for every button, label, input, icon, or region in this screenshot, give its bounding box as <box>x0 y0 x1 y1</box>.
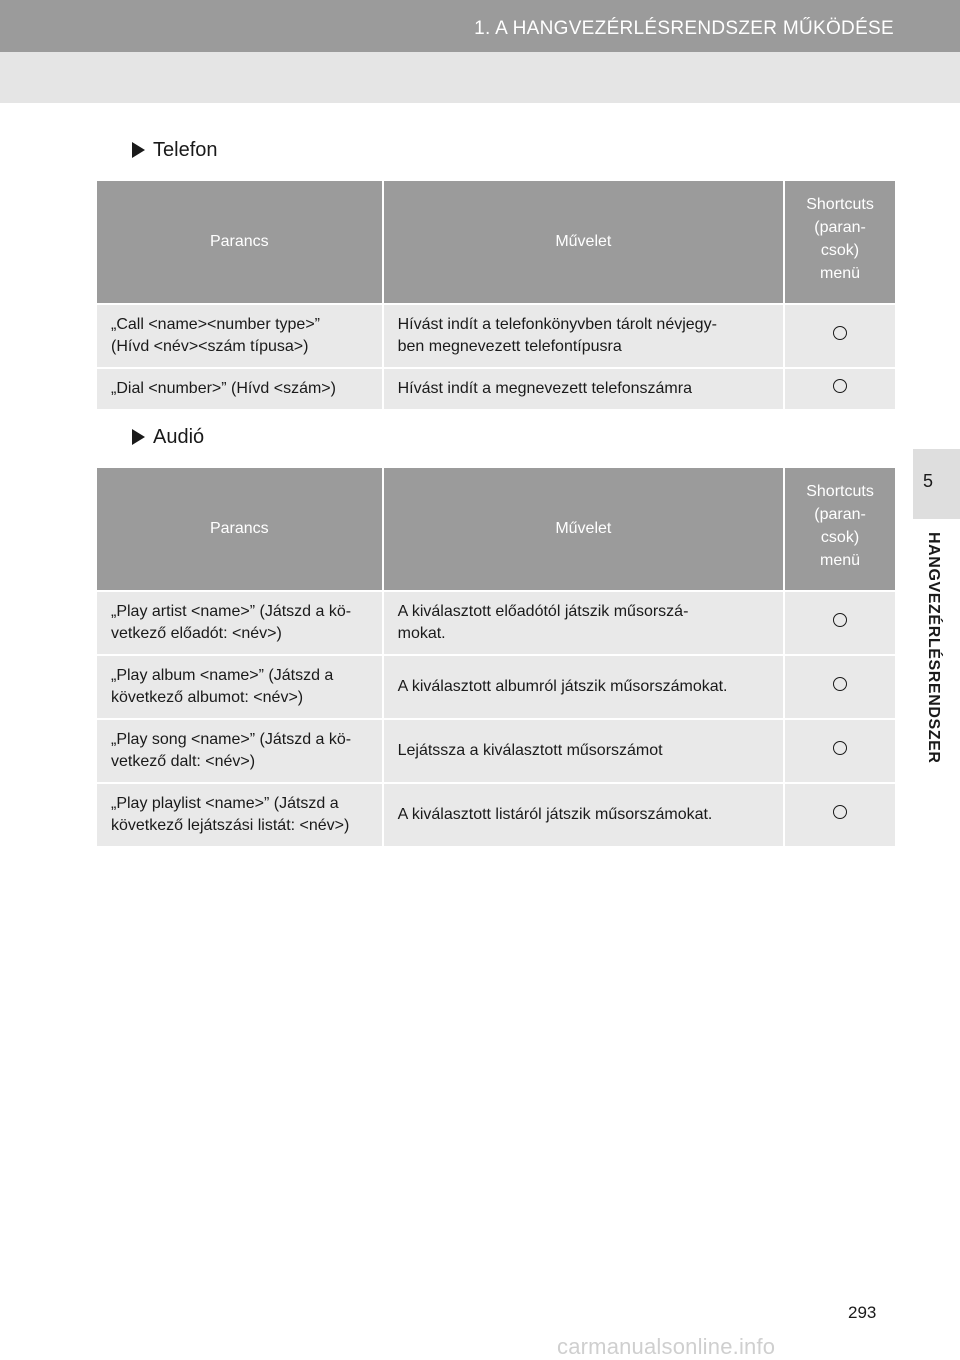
operation-cell <box>384 590 785 654</box>
circle-mark-icon <box>833 741 847 755</box>
header-command: Parancs <box>97 468 384 590</box>
command-line: következő lejátszási listát: <név>) <box>111 817 350 834</box>
command-cell <box>97 590 384 654</box>
operation-line: A kiválasztott előadótól játszik műsorszá- <box>397 603 689 620</box>
command-line: „Play playlist <name>” (Játszd a <box>111 795 339 812</box>
shortcut-cell <box>785 718 895 782</box>
telefon-command-table <box>97 181 895 409</box>
header-command: Parancs <box>97 181 384 303</box>
command-cell <box>97 367 384 409</box>
shortcut-cell <box>785 303 895 367</box>
audio-command-table <box>97 468 895 846</box>
section-heading-audio <box>132 426 204 449</box>
circle-mark-icon <box>833 677 847 691</box>
chapter-number: 5 <box>922 471 933 491</box>
chapter-title: 1. A HANGVEZÉRLÉSRENDSZER MŰKÖDÉSE <box>474 18 894 39</box>
header-shortcuts-line: csok) <box>820 529 860 546</box>
operation-line: Lejátssza a kiválasztott műsorszámot <box>397 742 663 759</box>
table-header-row <box>97 181 895 303</box>
circle-mark-icon <box>833 326 847 340</box>
circle-mark-icon <box>833 805 847 819</box>
section-heading-text: Audió <box>153 426 205 448</box>
table-row <box>97 590 895 654</box>
command-line: „Dial <number>” (Hívd <szám>) <box>111 380 336 397</box>
command-line: vetkező dalt: <név>) <box>111 753 256 770</box>
table-row <box>97 303 895 367</box>
command-cell <box>97 718 384 782</box>
header-bar <box>0 0 960 52</box>
command-cell <box>97 782 384 846</box>
operation-line: Hívást indít a megnevezett telefonszámra <box>397 380 692 397</box>
operation-cell <box>384 654 785 718</box>
operation-line: Hívást indít a telefonkönyvben tárolt névjegy- <box>397 316 717 333</box>
shortcut-cell <box>785 654 895 718</box>
header-shortcuts-line: menü <box>820 552 861 569</box>
operation-cell <box>384 367 785 409</box>
command-line: „Call <name><number type>” <box>111 316 320 333</box>
table-row <box>97 782 895 846</box>
table-header-row <box>97 468 895 590</box>
chapter-tab <box>913 449 960 519</box>
header-shortcuts <box>785 468 895 590</box>
operation-cell <box>384 782 785 846</box>
operation-line: mokat. <box>397 625 446 642</box>
operation-line: A kiválasztott listáról játszik műsorszámokat. <box>397 806 713 823</box>
operation-cell <box>384 303 785 367</box>
watermark: carmanualsonline.info <box>557 1334 776 1359</box>
header-shortcuts-line: Shortcuts <box>806 196 874 213</box>
operation-line: A kiválasztott albumról játszik műsorszámokat. <box>397 678 728 695</box>
command-line: „Play artist <name>” (Játszd a kö- <box>111 603 352 620</box>
header-shortcuts-line: csok) <box>820 242 860 259</box>
command-line: „Play song <name>” (Játszd a kö- <box>111 731 352 748</box>
command-line: következő albumot: <név>) <box>111 689 304 706</box>
table-row <box>97 718 895 782</box>
command-cell <box>97 303 384 367</box>
triangle-bullet-icon <box>132 142 145 158</box>
header-operation: Művelet <box>384 468 785 590</box>
table-row <box>97 367 895 409</box>
header-band <box>0 52 960 103</box>
circle-mark-icon <box>833 613 847 627</box>
shortcut-cell <box>785 590 895 654</box>
section-heading-text: Telefon <box>153 139 218 161</box>
page-number: 293 <box>848 1303 877 1322</box>
header-shortcuts-line: (paran- <box>814 506 866 523</box>
operation-cell <box>384 718 785 782</box>
shortcut-cell <box>785 367 895 409</box>
command-line: (Hívd <név><szám típusa>) <box>111 338 309 355</box>
triangle-bullet-icon <box>132 429 145 445</box>
header-shortcuts-line: (paran- <box>814 219 866 236</box>
header-shortcuts-line: Shortcuts <box>806 483 874 500</box>
header-shortcuts <box>785 181 895 303</box>
command-cell <box>97 654 384 718</box>
header-operation: Művelet <box>384 181 785 303</box>
header-shortcuts-line: menü <box>820 265 861 282</box>
section-heading-telefon <box>132 139 218 162</box>
circle-mark-icon <box>833 379 847 393</box>
operation-line: ben megnevezett telefontípusra <box>397 338 622 355</box>
shortcut-cell <box>785 782 895 846</box>
table-row <box>97 654 895 718</box>
command-line: vetkező előadót: <név>) <box>111 625 282 642</box>
command-line: „Play album <name>” (Játszd a <box>111 667 334 684</box>
chapter-side-label: HANGVEZÉRLÉSRENDSZER <box>925 532 942 764</box>
